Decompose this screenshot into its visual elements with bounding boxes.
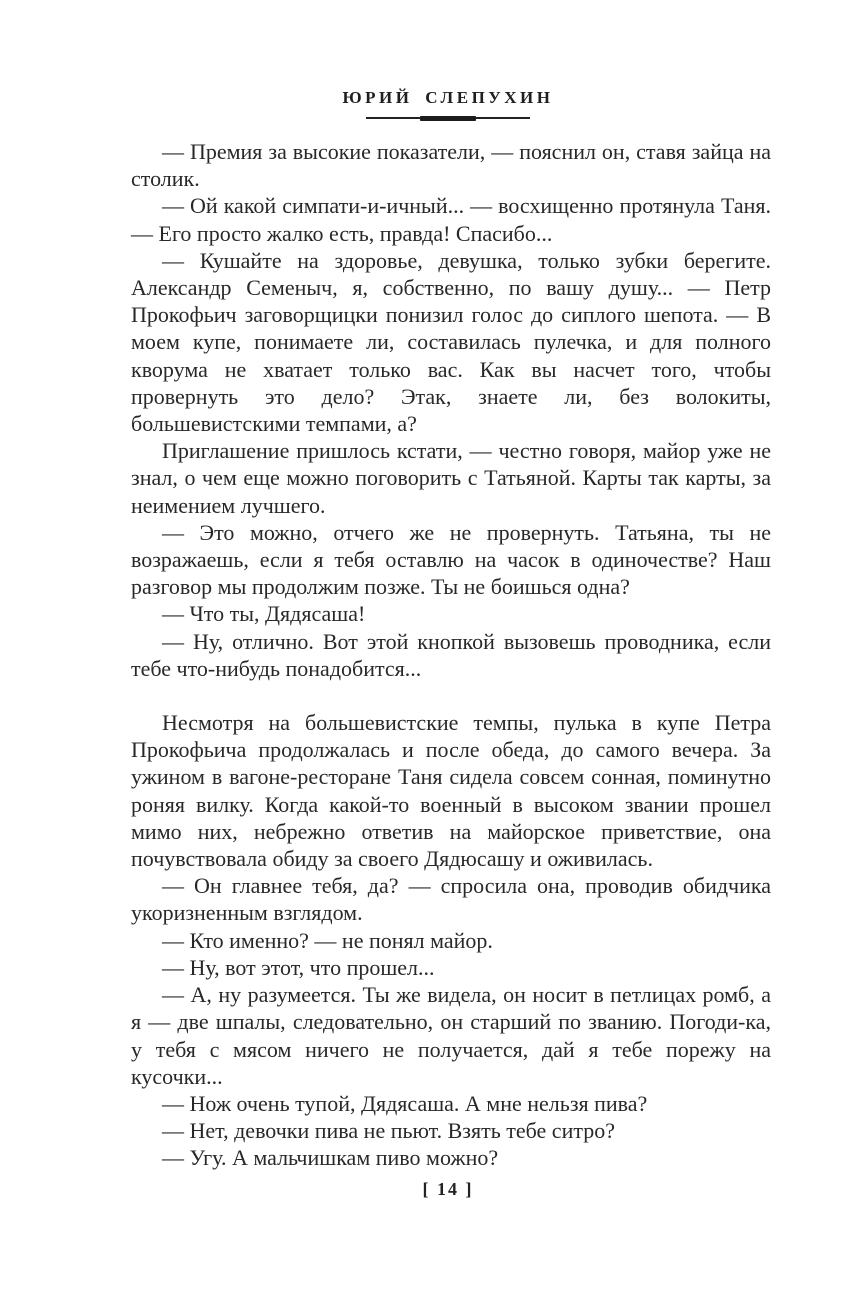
paragraph: Несмотря на большевистские темпы, пулька в купе Петра Прокофьича продолжалась и после обеда, до самого вечера. За ужином в вагоне-ресторане Таня сидела совсем сонная, поминутно роняя вилку. Когда какой-то военный в высоком звании прошел мимо них, небрежно ответив на майорское приветствие, она почувствовала обиду за своего Дядюсашу и оживилась.: [131, 710, 771, 872]
paragraph: — Ой какой симпати-и-ичный... — восхищенно протянула Таня. — Его просто жалко есть, правда! Спасибо...: [131, 193, 771, 246]
paragraph: — Что ты, Дядясаша!: [162, 601, 366, 627]
paragraph: — Ну, отлично. Вот этой кнопкой вызовешь проводника, если тебе что-нибудь понадобится...: [131, 628, 771, 681]
paragraph: — Ну, вот этот, что прошел...: [162, 954, 435, 980]
paragraph: — Премия за высокие показатели, — пояснил он, ставя зайца на столик.: [131, 139, 771, 192]
ornament-thick-bar: [420, 116, 476, 121]
page-footer: [128, 1179, 768, 1200]
header-ornament-rule: [366, 115, 530, 121]
paragraph: — Кто именно? — не понял майор.: [162, 927, 493, 953]
running-header: [128, 88, 768, 121]
paragraph: — Он главнее тебя, да? — спросила она, проводив обидчика укоризненным взглядом.: [131, 873, 771, 926]
paragraph: — Кушайте на здоровье, девушка, только зубки берегите. Александр Семеныч, я, собственно, по вашу душу... — Петр Прокофьич заговорщицки понизил голос до сиплого шепота. — В моем купе, понимаете ли, составилась пулечка, и для полного кворума не хватает только вас. Как вы насчет того, чтобы провернуть это дело? Этак, знаете ли, без волокиты, большевистскими темпами, а?: [131, 247, 771, 437]
paragraph: — Нож очень тупой, Дядясаша. А мне нельзя пива?: [162, 1090, 648, 1116]
paragraph: — Нет, девочки пива не пьют. Взять тебе ситро?: [162, 1118, 615, 1144]
page-text-block: [131, 138, 771, 1172]
page-number: [ 14 ]: [422, 1179, 474, 1199]
author-name: ЮРИЙ СЛЕПУХИН: [342, 88, 554, 107]
paragraph: Приглашение пришлось кстати, — честно говоря, майор уже не знал, о чем еще можно поговорить с Татьяной. Карты так карты, за неимением лучшего.: [131, 438, 771, 518]
paragraph: — Угу. А мальчишкам пиво можно?: [162, 1145, 499, 1171]
paragraph: — А, ну разумеется. Ты же видела, он носит в петлицах ромб, а я — две шпалы, следовательно, он старший по званию. Погоди-ка, у тебя с мясом ничего не получается, дай я тебе порежу на кусочки...: [131, 982, 771, 1089]
paragraph: — Это можно, отчего же не провернуть. Татьяна, ты не возражаешь, если я тебя оставлю на часок в одиночестве? Наш разговор мы продолжим позже. Ты не боишься одна?: [131, 519, 771, 600]
